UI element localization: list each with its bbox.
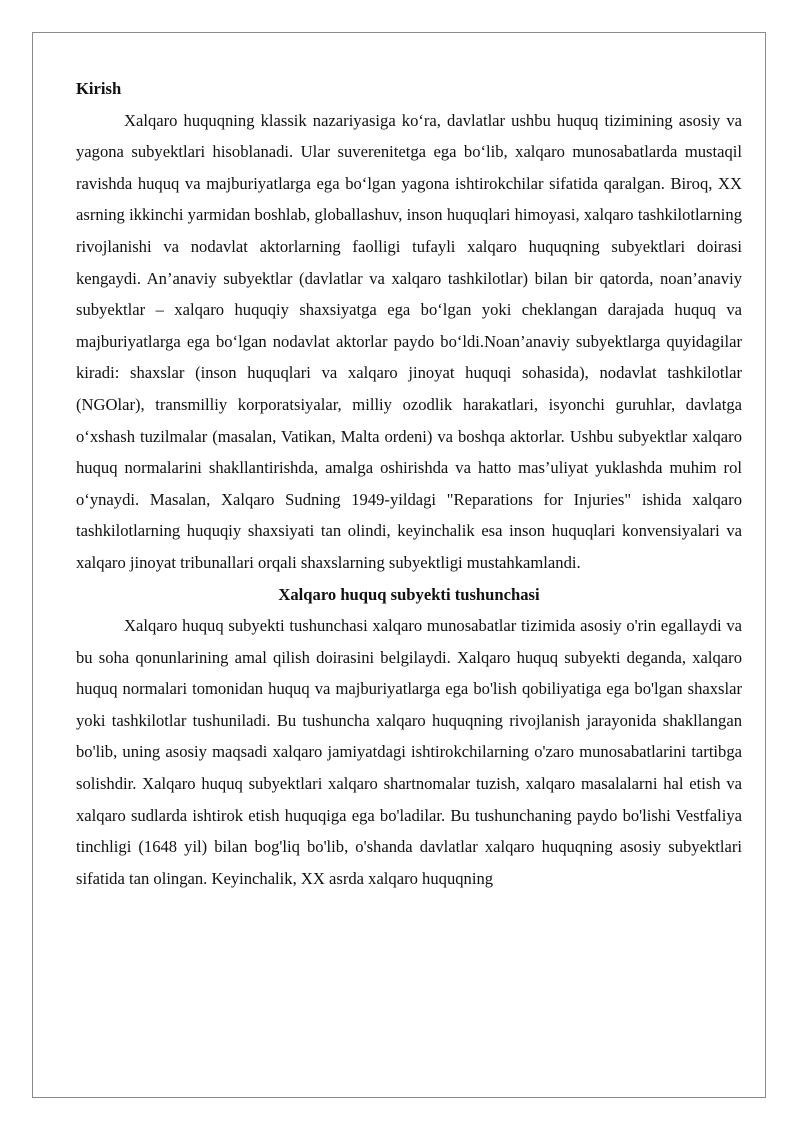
- section-heading-subyekt-tushunchasi: Xalqaro huquq subyekti tushunchasi: [278, 584, 540, 604]
- paragraph-kirish: Xalqaro huquqning klassik nazariyasiga ko‘ra, davlatlar ushbu huquq tizimining asosiy va yagona subyektlari hisoblanadi. Ular suverenitetga ega bo‘lib, xalqaro munosabatlarda mustaqil ravishda huquq va majburiyatlarga ega bo‘lgan yagona ishtirokchilar sifatida qaralgan. Biroq, XX asrning ikkinchi yarmidan boshlab, globallashuv, inson huquqlari himoyasi, xalqaro tashkilotlarning rivojlanishi va nodavlat aktorlarning faolligi tufayli xalqaro huquqning subyektlari doirasi kengaydi. An’anaviy subyektlar (davlatlar va xalqaro tashkilotlar) bilan bir qatorda, noan’anaviy subyektlar – xalqaro huquqiy shaxsiyatga ega bo‘lgan yoki cheklangan darajada huquq va majburiyatlarga ega bo‘lgan nodavlat aktorlar paydo bo‘ldi.Noan’anaviy subyektlarga quyidagilar kiradi: shaxslar (inson huquqlari va xalqaro jinoyat huquqi sohasida), nodavlat tashkilotlar (NGOlar), transmilliy korporatsiyalar, milliy ozodlik harakatlari, isyonchi guruhlar, davlatga o‘xshash tuzilmalar (masalan, Vatikan, Malta ordeni) va boshqa aktorlar. Ushbu subyektlar xalqaro huquq normalarini shakllantirishda, amalga oshirishda va hatto mas’uliyat yuklashda muhim rol o‘ynaydi. Masalan, Xalqaro Sudning 1949-yildagi "Reparations for Injuries" ishida xalqaro tashkilotlarning huquqiy shaxsiyati tan olindi, keyinchalik esa inson huquqlari konvensiyalari va xalqaro jinoyat tribunallari orqali shaxslarning subyektligi mustahkamlandi.: [76, 110, 742, 572]
- section-heading-kirish: Kirish: [76, 79, 122, 98]
- document-body: [76, 73, 742, 894]
- paragraph-subyekt-tushunchasi: Xalqaro huquq subyekti tushunchasi xalqaro munosabatlar tizimida asosiy o'rin egallaydi va bu soha qonunlarining amal qilish doirasini belgilaydi. Xalqaro huquq subyekti deganda, xalqaro huquq normalari tomonidan huquq va majburiyatlarga ega bo'lish qobiliyatiga ega bo'lgan shaxslar yoki tashkilotlar tushuniladi. Bu tushuncha xalqaro huquqning rivojlanish jarayonida shakllangan bo'lib, uning asosiy maqsadi xalqaro jamiyatdagi ishtirokchilarning o'zaro munosabatlarini tartibga solishdir. Xalqaro huquq subyektlari xalqaro shartnomalar tuzish, xalqaro masalalarni hal etish va xalqaro sudlarda ishtirok etish huquqiga ega bo'ladilar. Bu tushunchaning paydo bo'lishi Vestfaliya tinchligi (1648 yil) bilan bog'liq bo'lib, o'shanda davlatlar xalqaro huquqning asosiy subyektlari sifatida tan olingan. Keyinchalik, XX asrda xalqaro huquqning: [76, 616, 742, 888]
